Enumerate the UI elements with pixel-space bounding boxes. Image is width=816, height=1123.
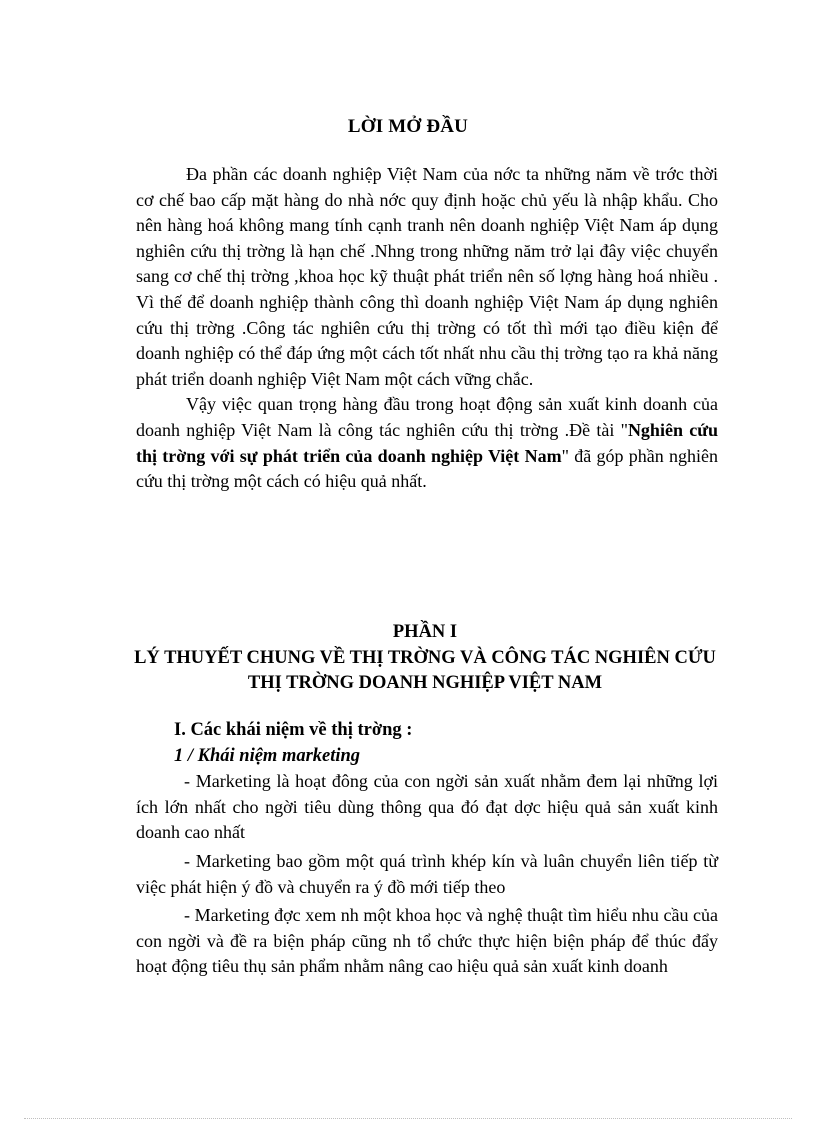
intro-paragraph-2: [136, 392, 718, 494]
page-title: LỜI MỞ ĐẦU: [347, 116, 469, 137]
body-paragraph: - Marketing đợc xem nh một khoa học và nghệ thuật tìm hiểu nhu cầu của con ngời và đề ra biện pháp cũng nh tổ chức thực hiện biện pháp để thúc đẩy hoạt động tiêu thụ sản phẩm nhằm nâng cao hiệu quả sản xuất kinh doanh: [136, 905, 718, 977]
thesis-title: Nghiên cứu thị trờng với sự phát triển của doanh nghiệp Việt Nam: [136, 419, 719, 466]
part-heading: [120, 620, 730, 697]
intro-paragraph-2-text: Vậy việc quan trọng hàng đầu trong hoạt động sản xuất kinh doanh của doanh nghiệp Việt Nam là công tác nghiên cứu thị trờng .Đề tài ": [136, 394, 718, 440]
page-bottom-divider: [24, 1118, 792, 1119]
intro-paragraph-1: Đa phần các doanh nghiệp Việt Nam của nớc ta những năm về trớc thời cơ chế bao cấp mặt hàng do nhà nớc quy định hoặc chủ yếu là nhập khẩu. Cho nên hàng hoá không mang tính cạnh tranh nên doanh nghiệp Việt Nam áp dụng nghiên cứu thị trờng là hạn chế .Nhng trong những năm trở lại đây việc chuyển sang cơ chế thị trờng ,khoa học kỹ thuật phát triển nên số lợng hàng hoá nhiều . Vì thế để doanh nghiệp thành công thì doanh nghiệp Việt Nam áp dụng nghiên cứu thị trờng .Công tác nghiên cứu thị trờng có tốt thì mới tạo điều kiện để doanh nghiệp có thể đáp ứng một cách tốt nhất nhu cầu thị trờng tạo ra khả năng phát triển doanh nghiệp Việt Nam một cách vững chắc.: [136, 164, 718, 389]
section-heading: I. Các khái niệm về thị trờng :: [174, 720, 413, 740]
intro-paragraph-2-tail: " đã góp phần nghiên cứu thị trờng một cách có hiệu quả nhất.: [136, 445, 718, 492]
part-title: LÝ THUYẾT CHUNG VỀ THỊ TRỜNG VÀ CÔNG TÁC NGHIÊN CỨU THỊ TRỜNG DOANH NGHIỆP VIỆT NAM: [134, 647, 716, 694]
section-body: [136, 718, 718, 980]
body-paragraph: - Marketing là hoạt đông của con ngời sản xuất nhằm đem lại những lợi ích lớn nhất cho ngời tiêu dùng thông qua đó đạt dợc hiệu quả sản xuất kinh doanh cao nhất: [136, 771, 718, 843]
introduction: [136, 162, 718, 495]
subsection-heading: 1 / Khái niệm marketing: [174, 745, 361, 766]
part-number: PHẦN I: [392, 622, 458, 642]
body-paragraph: - Marketing bao gồm một quá trình khép kín và luân chuyển liên tiếp từ việc phát hiện ý đồ và chuyển ra ý đồ mới tiếp theo: [136, 850, 718, 897]
